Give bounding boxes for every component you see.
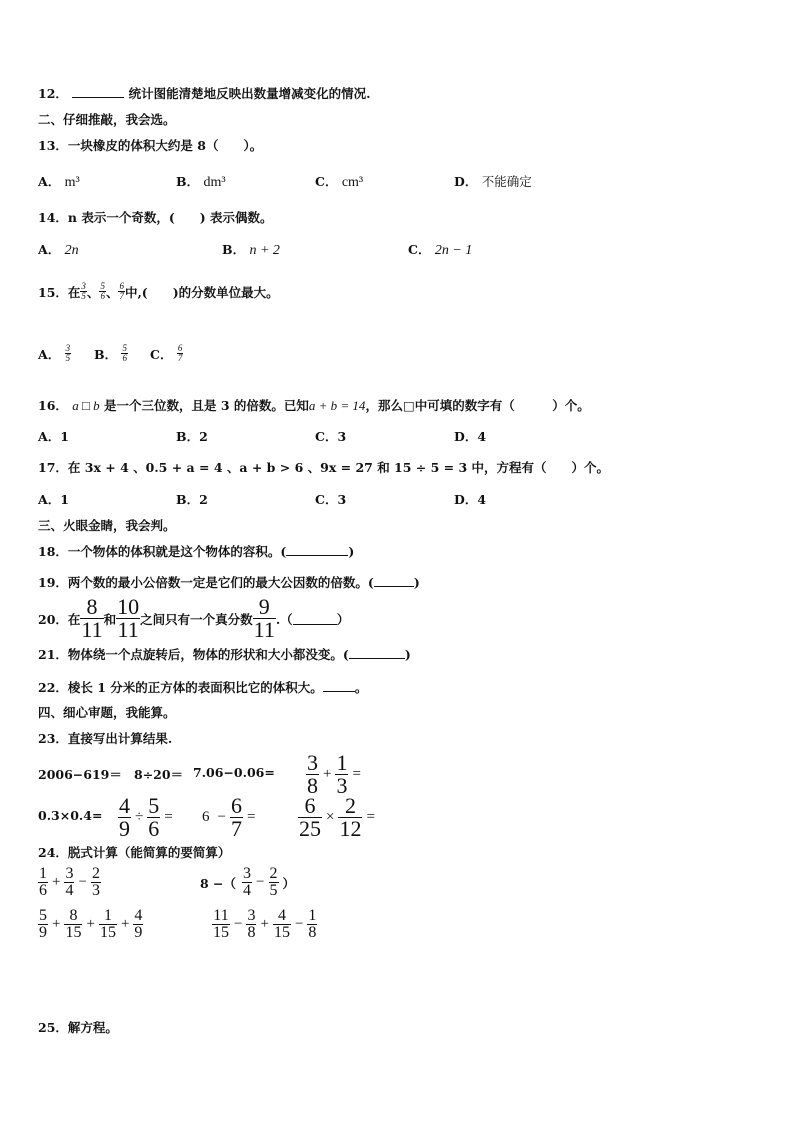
option-b[interactable]: B． dm³ [176,174,226,190]
answer-blank[interactable] [293,613,337,625]
option-a[interactable]: A． m³ [38,174,80,190]
question-number: 20． [38,611,68,627]
option-a[interactable]: A．1 [38,492,69,507]
question-13 [38,136,262,154]
option-a[interactable]: A． $\frac{3}{5}$ [38,343,71,363]
math-expression: a + b = 14 [308,398,366,413]
question-number: 16． [38,398,68,413]
question-14 [38,208,273,226]
expression-3: $\frac{5}{9}$ + $\frac{8}{15}$ + $\frac{1}{15}$ + $\frac{4}{9}$ [39,907,143,941]
question-number: 15． [38,284,68,300]
option-c[interactable]: C．3 [315,492,347,507]
question-number: 18． [38,544,68,559]
question-20: 20． 在 $\frac{8}{11}$ 和 $\frac{10}{11}$ 之间只有一个真分数 $\frac{9}{11}$ .（ ） [38,594,350,642]
question-25 [38,1018,118,1036]
question-17 [38,458,609,476]
question-text: 直接写出计算结果. [67,731,173,746]
section-heading-choice: 二、仔细推敲，我会选。 [38,112,176,127]
fraction: $\frac{5}{6}$ [100,281,105,301]
answer-blank[interactable] [72,86,124,98]
question-number: 21． [38,647,68,662]
option-b[interactable]: B．2 [176,429,208,444]
option-d[interactable]: D． 不能确定 [454,174,532,189]
section-heading-calc: 四、细心审题，我能算。 [38,705,176,720]
question-text: 在 [67,284,81,300]
fraction: $\frac{8}{11}$ [81,594,103,642]
question-24 [38,843,230,861]
option-c[interactable]: C．3 [315,429,347,444]
math-expression: a □ b [72,398,100,413]
calc-item: 7.06−0.06= [193,765,275,780]
option-c[interactable]: C． $\frac{6}{7}$ [150,343,183,363]
question-18: 18．一个物体的体积就是这个物体的容积。( ) [38,544,355,559]
question-text: 两个数的最小公倍数一定是它们的最大公因数的倍数。( [67,575,374,590]
answer-blank[interactable] [349,647,405,659]
answer-blank[interactable] [374,575,414,587]
question-text: 在 3x + 4 、0.5 + a = 4 、a + b > 6 、9x = 27 和 15 ÷ 5 = 3 中，方程有（ ）个。 [67,460,610,475]
option-d[interactable]: D．4 [454,429,487,444]
fraction: $\frac{3}{5}$ [81,281,86,301]
question-23 [38,729,172,747]
fraction: $\frac{10}{11}$ [117,594,140,642]
question-text: 解方程。 [67,1020,118,1035]
calc-item: 0.3×0.4= [38,808,103,823]
question-text: 脱式计算（能简算的要简算） [67,845,231,860]
expression-1: $\frac{1}{6}$ + $\frac{3}{4}$ − $\frac{2}{3}$ [39,865,100,899]
question-number: 23． [38,731,68,746]
option-c[interactable]: C． cm³ [315,174,364,190]
option-b[interactable]: B．2 [176,492,208,507]
fraction: $\frac{9}{11}$ [253,594,275,642]
question-number: 19． [38,575,68,590]
option-c[interactable]: C． 2n − 1 [408,242,473,258]
question-19: 19．两个数的最小公倍数一定是它们的最大公因数的倍数。( ) [38,575,420,590]
answer-blank[interactable] [286,544,348,556]
question-number: 22． [38,680,68,695]
option-a[interactable]: A．1 [38,429,69,444]
question-number: 25． [38,1020,68,1035]
option-d[interactable]: D．4 [454,492,487,507]
option-a[interactable]: A． 2n [38,242,79,258]
question-text: 棱长 1 分米的正方体的表面积比它的体积大。 [67,680,323,695]
question-text: 统计图能清楚地反映出数量增减变化的情况. [128,86,371,101]
question-number: 17． [38,460,68,475]
section-heading-judge: 三、火眼金睛，我会判。 [38,518,176,533]
option-b[interactable]: B． $\frac{5}{6}$ [94,343,127,363]
question-21: 21．物体绕一个点旋转后，物体的形状和大小都没变。( ) [38,647,411,662]
question-22: 22．棱长 1 分米的正方体的表面积比它的体积大。 。 [38,680,368,695]
option-b[interactable]: B． n + 2 [222,242,280,258]
question-15: 15． 在 $\frac{3}{5}$ 、 $\frac{5}{6}$ 、 $\frac{6}{7}$ 中,( )的分数单位最大。 [38,281,279,301]
question-12 [38,84,370,102]
answer-blank[interactable] [323,680,355,692]
question-text: 是一个三位数，且是 3 的倍数。已知 [103,398,309,413]
question-number: 13． [38,138,68,153]
expression-4: $\frac{11}{15}$ − $\frac{3}{8}$ + $\frac{4}{15}$ − $\frac{1}{8}$ [213,907,317,941]
calc-item: $\frac{6}{25}$ × $\frac{2}{12}$ = [299,793,375,841]
calc-item: 6 − $\frac{6}{7}$ = [202,793,256,841]
question-16 [38,396,590,414]
calc-item: $\frac{4}{9}$ ÷ $\frac{5}{6}$ = [119,793,173,841]
question-number: 24． [38,845,68,860]
expression-2: 8 −（ $\frac{3}{4}$ − $\frac{2}{5}$ ） [200,865,296,899]
question-text: 中,( )的分数单位最大。 [124,284,279,300]
question-text: 一块橡皮的体积大约是 8（ ）。 [67,138,263,153]
calc-item: $\frac{3}{8}$ + $\frac{1}{3}$ = [307,750,361,798]
question-text: 一个物体的体积就是这个物体的容积。( [67,544,287,559]
calc-item: 8÷20＝ [134,767,184,782]
question-text: ，那么□中可填的数字有（ ）个。 [365,398,590,413]
question-text: 物体绕一个点旋转后，物体的形状和大小都没变。( [67,647,349,662]
fraction: $\frac{6}{7}$ [119,281,124,301]
question-number: 12． [38,86,68,101]
question-text: n 表示一个奇数，( ) 表示偶数。 [67,210,273,225]
calc-item: 2006−619＝ [38,767,122,782]
question-number: 14． [38,210,68,225]
